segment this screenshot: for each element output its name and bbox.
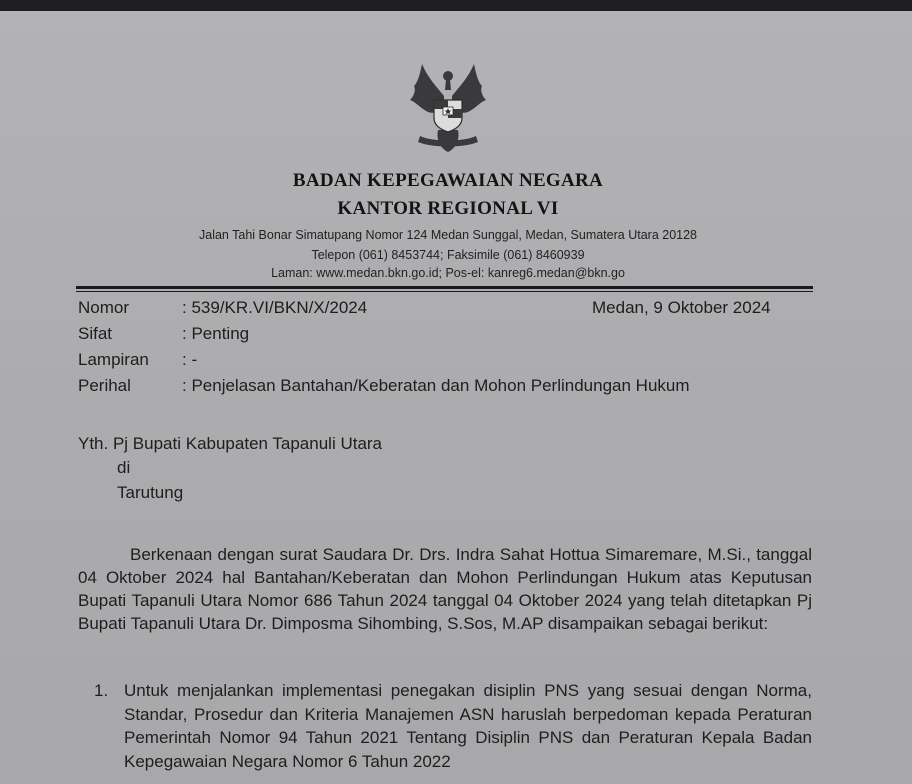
letter-date: Medan, 9 Oktober 2024 [592,298,771,317]
garuda-emblem-icon [398,56,498,156]
office-web-email: Laman: www.medan.bkn.go.id; Pos-el: kanreg6.medan@bkn.go [271,266,625,280]
meta-label: Perihal [78,376,131,395]
meta-value: : Penjelasan Bantahan/Keberatan dan Mohon Perlindungan Hukum [182,376,690,395]
office-address: Jalan Tahi Bonar Simatupang Nomor 124 Medan Sunggal, Medan, Sumatera Utara 20128 [199,228,697,242]
list-item-text: Untuk menjalankan implementasi penegakan disiplin PNS yang sesuai dengan Norma, Standar, Prosedur dan Kriteria Manajemen ASN haruslah berpedoman kepada Peraturan Pemerintah Nomor 94 Tahun 2021 Tentang Disiplin PNS dan Peraturan Kepala Badan Kepegawaian Negara Nomor 6 Tahun 2022 [124,681,812,771]
meta-value: : 539/KR.VI/BKN/X/2024 [182,298,368,317]
office-name: KANTOR REGIONAL VI [337,198,559,219]
top-bar [0,0,912,11]
meta-label: Lampiran [78,350,149,369]
letterhead-rule [76,286,813,289]
letterhead-rule-thin [76,291,813,292]
recipient-city: Tarutung [117,483,184,502]
agency-name: BADAN KEPEGAWAIAN NEGARA [292,170,604,191]
list-item-number: 1. [94,681,109,700]
intro-paragraph: Berkenaan dengan surat Saudara Dr. Drs. Indra Sahat Hottua Simaremare, M.Si., tanggal 04 Oktober 2024 hal Bantahan/Keberatan dan Mohon Perlindungan Hukum atas Keputusan Bupati Tapanuli Utara Nomor 686 Tahun 2024 tanggal 04 Oktober 2024 yang telah ditetapkan Pj Bupati Tapanuli Utara Dr. Dimposma Sihombing, S.Sos, M.AP disampaikan sebagai berikut: [78,545,812,633]
recipient-di: di [117,458,131,477]
office-phone-fax: Telepon (061) 8453744; Faksimile (061) 8460939 [311,248,585,262]
meta-value: : - [182,350,198,369]
meta-label: Nomor [78,298,130,317]
recipient-line: Yth. Pj Bupati Kabupaten Tapanuli Utara [78,434,383,453]
meta-label: Sifat [78,324,113,343]
meta-value: : Penting [182,324,250,343]
